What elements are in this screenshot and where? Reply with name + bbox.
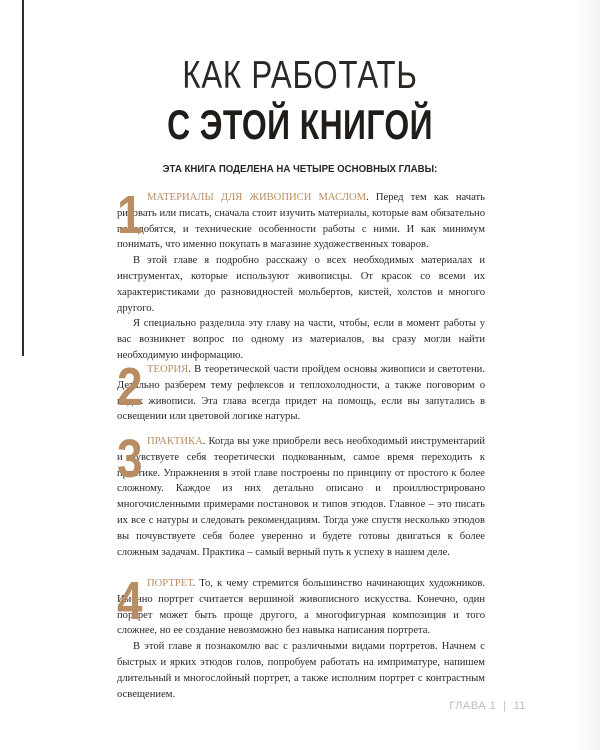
page-title-line-2: С ЭТОЙ КНИГОЙ [167, 101, 433, 148]
section-heading: ПРАКТИКА [147, 436, 203, 447]
chapter-section-2 [117, 357, 485, 425]
section-heading: ТЕОРИЯ [147, 364, 189, 375]
chapter-number: 2 [117, 357, 143, 417]
chapter-number: 3 [117, 429, 143, 489]
section-lead-paragraph [117, 357, 485, 425]
section-paragraph: В этой главе я познакомлю вас с различными видами портретов. Начнем с быстрых и ярких этюдов голов, попробуем работать на имприматуре, напишем длительный и многослойный портрет, а также исполним портрет с контрастным освещением. [117, 641, 485, 700]
chapter-number: 1 [117, 185, 143, 245]
chapter-number: 4 [117, 571, 143, 631]
page-footer [449, 700, 526, 712]
section-lead-paragraph [117, 571, 485, 639]
page-title-line-1: КАК РАБОТАТЬ [182, 54, 418, 97]
chapter-section-4 [117, 571, 485, 702]
section-lead-paragraph [117, 185, 485, 253]
section-heading: МАТЕРИАЛЫ ДЛЯ ЖИВОПИСИ МАСЛОМ [147, 192, 367, 203]
section-lead-text: . То, к чему стремится большинство начинающих художников. Именно портрет считается вершиной живописного искусства. Конечно, один портрет может быть проще другого, а многофигурная композиция и того сложнее, но ее создание невозможно без навыка написания портрета. [117, 578, 485, 637]
section-lead-text: . Когда вы уже приобрели весь необходимый инструментарий и чувствуете себя теоретически подкованным, самое время переходить к практике. Упражнения в этой главе построены по принципу от простого к более сложному. Каждое из них детально описано и проиллюстрировано многочисленными примерами постановок и типов этюдов. Главное – это писать их все с натуры и следовать рекомендациям. Тогда уже спустя несколько этюдов вы почувствуете себя более уверенно и будете готовы двигаться к более сложным задачам. Практика – самый верный путь к успеху в нашем деле. [117, 436, 485, 558]
section-paragraph: В этой главе я подробно расскажу о всех необходимых материалах и инструментах, которые используют живописцы. От красок со всеми их характеристиками до разновидностей мольбертов, кистей, холстов и многого другого. [117, 255, 485, 314]
section-lead-text: . В теоретической части пройдем основы живописи и светотени. Детально разберем тему рефлексов и теплохолодности, а также поговорим о видах живописи. Эта глава всегда придет на помощь, если вы запутались в освещении или цветовой логике натуры. [117, 364, 485, 423]
footer-chapter-label: ГЛАВА 1 [449, 700, 497, 712]
page-subtitle: ЭТА КНИГА ПОДЕЛЕНА НА ЧЕТЫРЕ ОСНОВНЫХ ГЛАВЫ: [162, 163, 438, 175]
section-heading: ПОРТРЕТ [147, 578, 193, 589]
section-lead-paragraph [117, 429, 485, 560]
page-number: 11 [513, 700, 526, 712]
page-edge-line [22, 0, 24, 356]
page-fold-shadow [575, 0, 600, 750]
chapter-section-3 [117, 429, 485, 560]
section-lead-text: . Перед тем как начать рисовать или писать, сначала стоит изучить материалы, которые вам обязательно понадобятся, и технические особенности работы с ними. И как минимум понимать, что именно покупать в магазине художественных товаров. [117, 192, 485, 251]
footer-separator: | [503, 700, 507, 712]
section-paragraph: Я специально разделила эту главу на части, чтобы, если в момент работы у вас возникнет вопрос по одному из материалов, вы сразу могли найти необходимую информацию. [117, 318, 485, 361]
chapter-section-1 [117, 185, 485, 364]
